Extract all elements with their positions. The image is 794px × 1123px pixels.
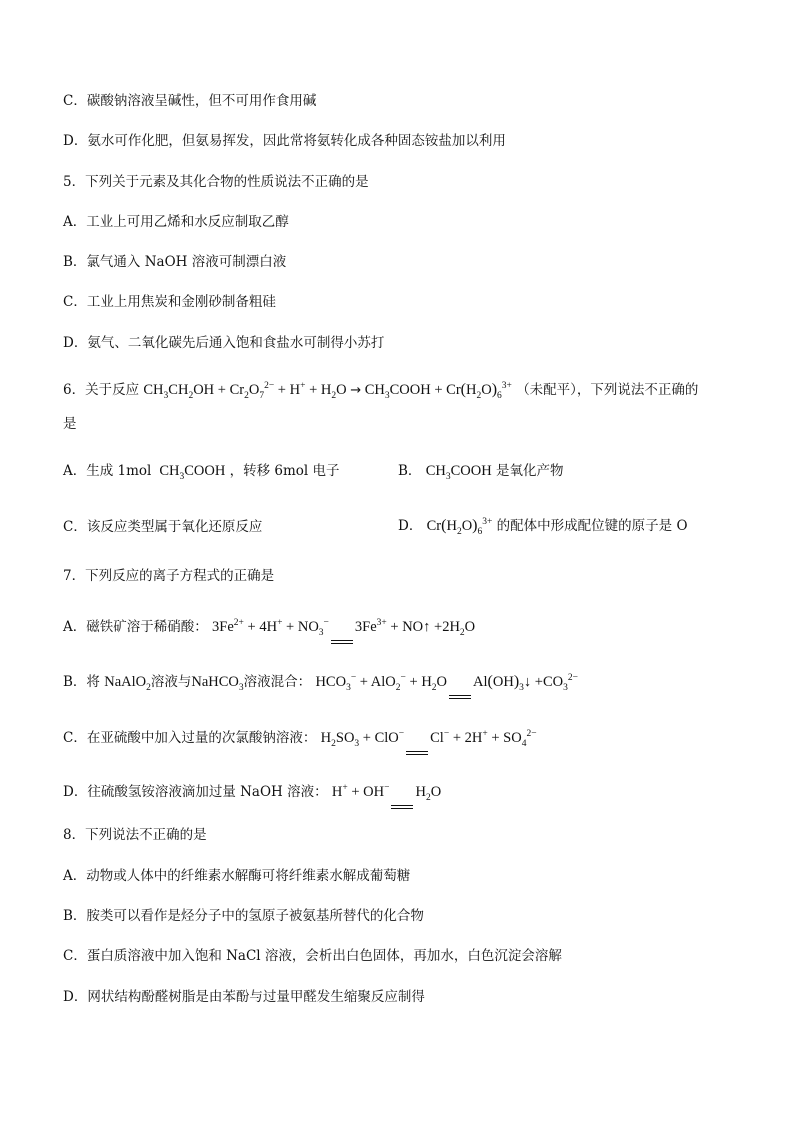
q7-option-b-mid2: 溶液混合： [243, 674, 312, 690]
q6-option-a [63, 461, 340, 481]
q6-option-b-prefix: B． [398, 463, 422, 479]
q6-option-b [398, 461, 564, 481]
q6-option-d-suffix: 的配体中形成配位键的原子是 O [496, 518, 688, 534]
q6-stem-prefix: 6．关于反应 [63, 382, 140, 398]
q4-option-d: D．氨水可作化肥，但氨易挥发，因此常将氨转化成各种固态铵盐加以利用 [63, 133, 506, 149]
q6-reaction-formula: $CH_3CH_2OH + Cr_2O_7^{2-} + H^+ + H_2O$ → $CH_3COOH + Cr(H_2O)_6^{3+}$ [143, 381, 512, 401]
q6-stem [63, 380, 698, 401]
q6-option-b-formula: $CH_3COOH$ [425, 463, 492, 482]
q6-option-d-formula: $Cr(H_2O)_6^{3+}$ [426, 517, 493, 537]
q6-stem-wrap: 是 [63, 416, 77, 432]
q8-option-a: A．动物或人体中的纤维素水解酶可将纤维素水解成葡萄糖 [63, 868, 411, 884]
q7-option-b-equation: $HCO_3^- + AlO_2^- + H_2O$ $Al(OH)_3↓ +CO_3^{2-}$ [315, 673, 578, 693]
q6-option-d [398, 516, 688, 536]
q7-option-a-prefix: A．磁铁矿溶于稀硝酸： [63, 619, 208, 635]
q8-option-d: D．网状结构酚醛树脂是由苯酚与过量甲醛发生缩聚反应制得 [63, 989, 425, 1005]
q6-option-a-formula: $CH_3COOH$ [155, 463, 226, 482]
q6-option-d-prefix: D． [398, 518, 423, 534]
q6-option-a-suffix: ，转移 6mol 电子 [229, 463, 340, 479]
q7-option-d-prefix: D．往硫酸氢铵溶液滴加过量 NaOH 溶液： [63, 784, 328, 800]
q7-option-d-equation: H+ + OH− $H_2O$ [331, 783, 442, 803]
q5-option-d: D．氨气、二氧化碳先后通入饱和食盐水可制得小苏打 [63, 335, 385, 351]
q7-option-d [63, 782, 441, 802]
q8-option-c: C．蛋白质溶液中加入饱和 NaCl 溶液，会析出白色固体，再加水，白色沉淀会溶解 [63, 948, 562, 964]
q6-option-a-prefix: A．生成 1mol [63, 463, 152, 479]
q6-option-b-suffix: 是氧化产物 [496, 463, 564, 479]
q7-option-c-equation: $H_2SO_3 + ClO^-$ $Cl^- + 2H^+ + SO_4^{2-}$ [320, 729, 537, 749]
q7-option-a-equation: $3Fe^{2+} + 4H^+ + NO_3^-$ $3Fe^{3+}$ + NO↑ $+2H_2O$ [212, 618, 476, 638]
q7-option-b-prefix: B．将 [63, 674, 100, 690]
q6-stem-suffix: （未配平），下列说法不正确的 [516, 382, 699, 398]
q4-option-c: C．碳酸钠溶液呈碱性，但不可用作食用碱 [63, 93, 317, 109]
q5-stem: 5．下列关于元素及其化合物的性质说法不正确的是 [63, 174, 369, 190]
q8-option-b: B．胺类可以看作是烃分子中的氢原子被氨基所替代的化合物 [63, 908, 424, 924]
q7-option-c-prefix: C．在亚硫酸中加入过量的次氯酸钠溶液： [63, 730, 317, 746]
q7-stem: 7．下列反应的离子方程式的正确是 [63, 568, 275, 584]
q6-option-c: C．该反应类型属于氧化还原反应 [63, 519, 263, 535]
q8-stem: 8．下列说法不正确的是 [63, 827, 207, 843]
q7-option-c [63, 728, 537, 748]
q7-option-b [63, 672, 578, 692]
q7-option-a [63, 617, 475, 637]
q5-option-c: C．工业上用焦炭和金刚砂制备粗硅 [63, 294, 276, 310]
q7-option-b-mid1: 溶液与 [150, 674, 192, 690]
q7-option-b-reactant2: NaHCO$_3$ [191, 674, 244, 693]
q5-option-b: B．氯气通入 NaOH 溶液可制漂白液 [63, 254, 287, 270]
q7-option-b-reactant1: NaAlO$_2$ [104, 674, 151, 693]
q5-option-a: A．工业上可用乙烯和水反应制取乙醇 [63, 214, 289, 230]
